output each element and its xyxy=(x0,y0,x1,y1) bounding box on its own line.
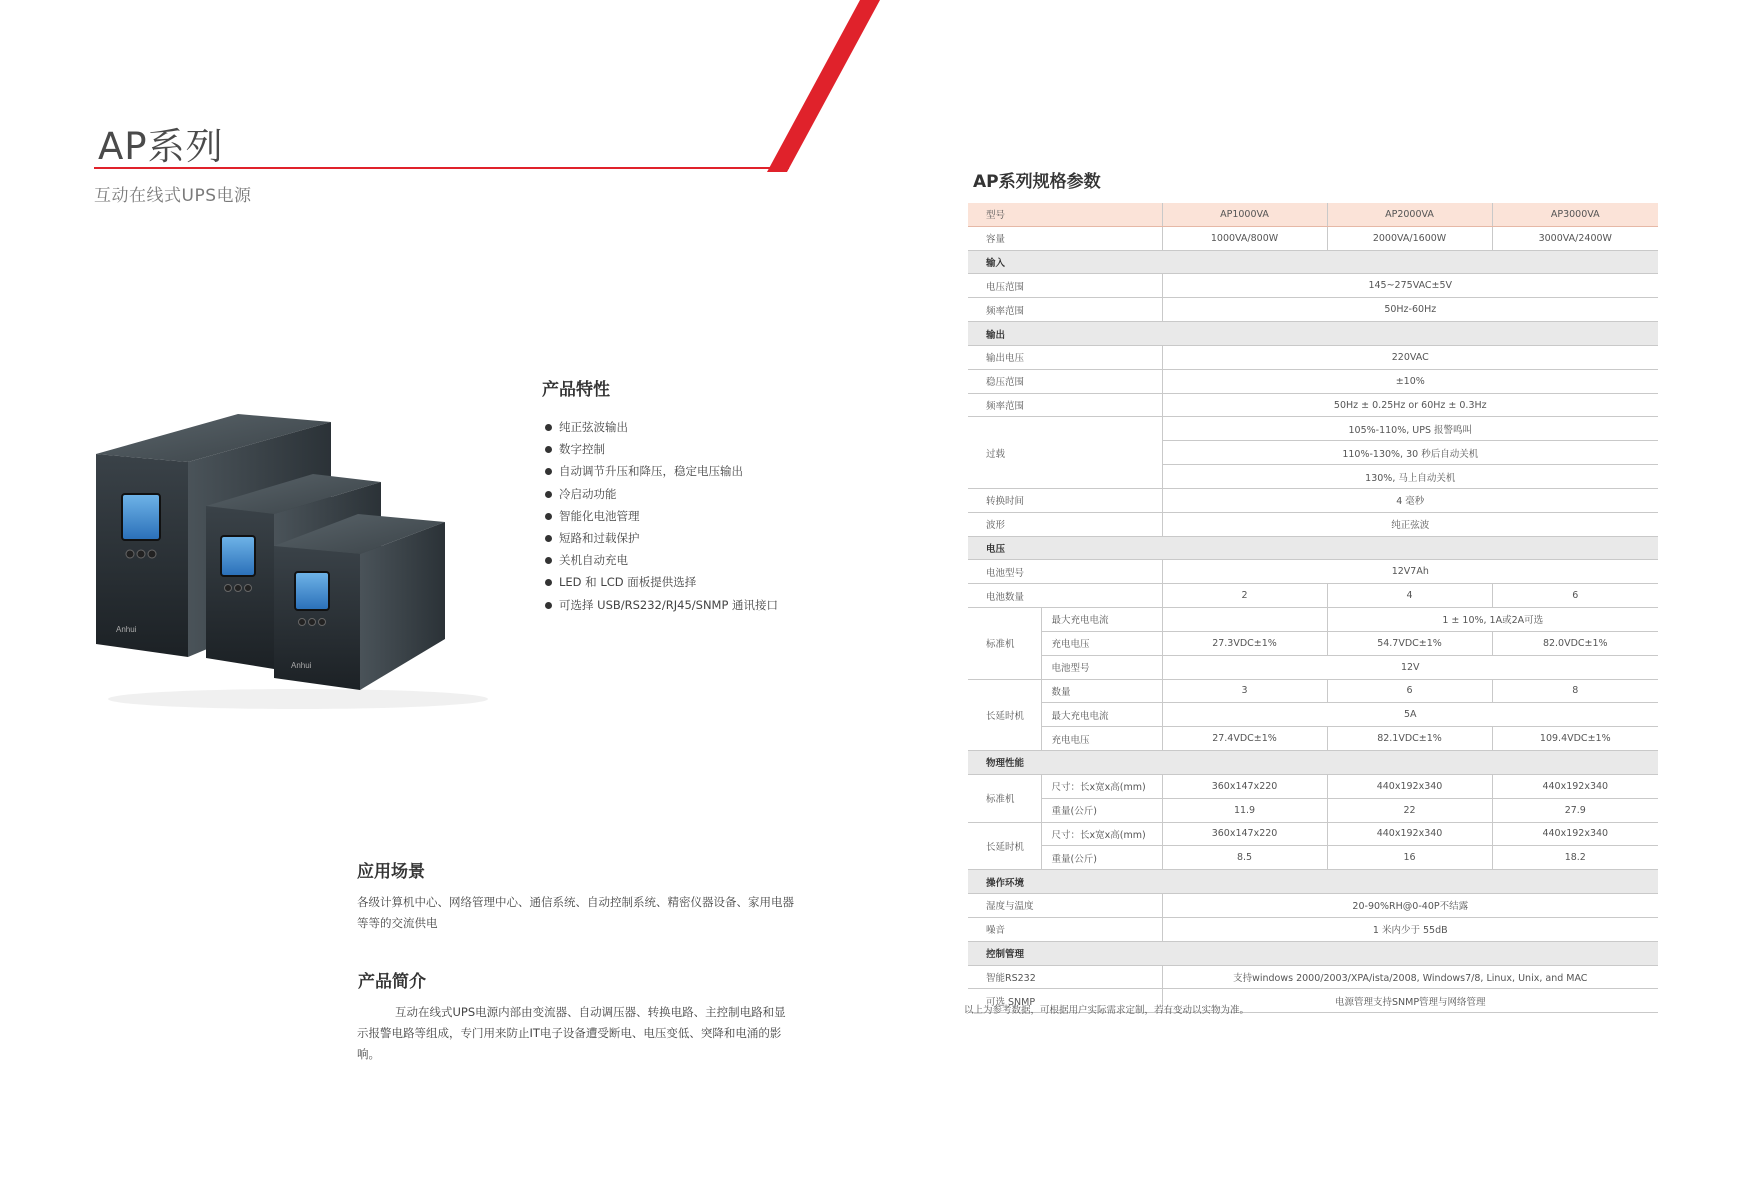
value-cell: 22 xyxy=(1327,798,1492,822)
section-row xyxy=(968,322,1658,346)
value-cell: 54.7VDC±1% xyxy=(1327,631,1492,655)
group-label: 长延时机 xyxy=(968,679,1041,750)
value-cell: 145~275VAC±5V xyxy=(1162,274,1658,298)
feature-item: 可选择 USB/RS232/RJ45/SNMP 通讯接口 xyxy=(545,594,778,616)
table-row xyxy=(968,822,1658,846)
value-cell: 220VAC xyxy=(1162,345,1658,369)
row-label: 电池数量 xyxy=(968,584,1162,608)
page-subtitle: 互动在线式UPS电源 xyxy=(94,186,252,206)
table-row xyxy=(968,679,1658,703)
value-cell: 1 米内少于 55dB xyxy=(1162,917,1658,941)
table-row xyxy=(968,417,1658,441)
row-label: 电池型号 xyxy=(1041,655,1162,679)
value-cell: 82.0VDC±1% xyxy=(1492,631,1658,655)
value-cell: 8 xyxy=(1492,679,1658,703)
value-cell: 3000VA/2400W xyxy=(1492,226,1658,250)
value-cell: 82.1VDC±1% xyxy=(1327,727,1492,751)
svg-text:Anhui: Anhui xyxy=(291,661,312,670)
row-label: 过载 xyxy=(968,417,1162,488)
table-row xyxy=(968,393,1658,417)
feature-item: 数字控制 xyxy=(545,438,778,460)
value-cell: 360x147x220 xyxy=(1162,822,1327,846)
feature-item: 纯正弦波输出 xyxy=(545,416,778,438)
table-row xyxy=(968,584,1658,608)
value-cell: 11.9 xyxy=(1162,798,1327,822)
table-row xyxy=(968,846,1658,870)
intro-heading: 产品简介 xyxy=(358,972,426,992)
table-row xyxy=(968,917,1658,941)
row-label: 最大充电电流 xyxy=(1041,703,1162,727)
section-row xyxy=(968,870,1658,894)
value-cell: 27.3VDC±1% xyxy=(1162,631,1327,655)
value-cell: 电源管理支持SNMP管理与网络管理 xyxy=(1162,989,1658,1013)
table-row xyxy=(968,298,1658,322)
row-label: 可选 SNMP xyxy=(968,989,1162,1013)
section-label: 电压 xyxy=(968,536,1658,560)
application-text: 各级计算机中心、网络管理中心、通信系统、自动控制系统、精密仪器设备、家用电器等等的交流供电 xyxy=(357,895,794,930)
model-cell: AP1000VA xyxy=(1162,203,1327,226)
value-cell: 50Hz ± 0.25Hz or 60Hz ± 0.3Hz xyxy=(1162,393,1658,417)
section-label: 控制管理 xyxy=(968,941,1658,965)
row-label: 最大充电电流 xyxy=(1041,608,1162,632)
value-cell: 6 xyxy=(1327,679,1492,703)
table-row xyxy=(968,774,1658,798)
value-cell: 20-90%RH@0-40P不结露 xyxy=(1162,894,1658,918)
spec-footnote: 以上为参考数据，可根据用户实际需求定制，若有变动以实物为准。 xyxy=(964,1005,1250,1016)
value-cell: 16 xyxy=(1327,846,1492,870)
value-cell: 27.9 xyxy=(1492,798,1658,822)
value-cell: 2000VA/1600W xyxy=(1327,226,1492,250)
feature-item: 冷启动功能 xyxy=(545,483,778,505)
spec-title: AP系列规格参数 xyxy=(973,172,1101,192)
table-row xyxy=(968,894,1658,918)
row-label: 电池型号 xyxy=(968,560,1162,584)
row-label: 数量 xyxy=(1041,679,1162,703)
model-cell: AP3000VA xyxy=(1492,203,1658,226)
section-label: 操作环境 xyxy=(968,870,1658,894)
intro-text: 互动在线式UPS电源内部由变流器、自动调压器、转换电路、主控制电路和显示报警电路等组成，专门用来防止IT电子设备遭受断电、电压变低、突降和电涌的影响。 xyxy=(357,1005,786,1061)
table-row xyxy=(968,345,1658,369)
value-cell: 440x192x340 xyxy=(1492,822,1658,846)
red-diagonal-accent xyxy=(760,0,880,172)
row-label: 容量 xyxy=(968,226,1162,250)
row-label: 噪音 xyxy=(968,917,1162,941)
value-cell: 3 xyxy=(1162,679,1327,703)
model-label: 型号 xyxy=(968,203,1162,226)
value-cell: 8.5 xyxy=(1162,846,1327,870)
value-cell: 12V7Ah xyxy=(1162,560,1658,584)
table-row xyxy=(968,488,1658,512)
table-row xyxy=(968,631,1658,655)
table-row xyxy=(968,965,1658,989)
value-cell: 109.4VDC±1% xyxy=(1492,727,1658,751)
row-label: 湿度与温度 xyxy=(968,894,1162,918)
row-label: 智能RS232 xyxy=(968,965,1162,989)
svg-text:Anhui: Anhui xyxy=(116,625,137,634)
ups-product-image xyxy=(88,414,508,714)
row-label: 输出电压 xyxy=(968,345,1162,369)
row-label: 重量(公斤) xyxy=(1041,798,1162,822)
section-label: 物理性能 xyxy=(968,751,1658,775)
table-row xyxy=(968,274,1658,298)
section-row xyxy=(968,536,1658,560)
table-row xyxy=(968,203,1658,226)
value-cell: 440x192x340 xyxy=(1327,774,1492,798)
value-cell: 105%-110%, UPS 报警鸣叫 xyxy=(1162,417,1658,441)
row-label: 频率范围 xyxy=(968,298,1162,322)
group-label: 标准机 xyxy=(968,608,1041,679)
table-row xyxy=(968,560,1658,584)
value-cell: 4 xyxy=(1327,584,1492,608)
application-heading: 应用场景 xyxy=(357,862,425,882)
value-cell: 440x192x340 xyxy=(1492,774,1658,798)
value-cell: 1000VA/800W xyxy=(1162,226,1327,250)
value-cell: 360x147x220 xyxy=(1162,774,1327,798)
features-heading: 产品特性 xyxy=(542,380,610,400)
table-row xyxy=(968,655,1658,679)
value-cell: 5A xyxy=(1162,703,1658,727)
section-row xyxy=(968,941,1658,965)
value-cell: 130%, 马上自动关机 xyxy=(1162,465,1658,489)
value-cell: 6 xyxy=(1492,584,1658,608)
row-label: 充电电压 xyxy=(1041,631,1162,655)
row-label: 尺寸：长x宽x高(mm) xyxy=(1041,822,1162,846)
row-label: 波形 xyxy=(968,512,1162,536)
row-label: 重量(公斤) xyxy=(1041,846,1162,870)
value-cell: 440x192x340 xyxy=(1327,822,1492,846)
group-label: 长延时机 xyxy=(968,822,1041,870)
row-label: 稳压范围 xyxy=(968,369,1162,393)
feature-item: 智能化电池管理 xyxy=(545,505,778,527)
value-cell: 2 xyxy=(1162,584,1327,608)
feature-item: 自动调节升压和降压，稳定电压输出 xyxy=(545,460,778,482)
value-cell: 1 ± 10%, 1A或2A可选 xyxy=(1327,608,1658,632)
feature-item: 关机自动充电 xyxy=(545,549,778,571)
table-row xyxy=(968,798,1658,822)
row-label: 频率范围 xyxy=(968,393,1162,417)
value-cell: 50Hz-60Hz xyxy=(1162,298,1658,322)
row-label: 充电电压 xyxy=(1041,727,1162,751)
section-label: 输入 xyxy=(968,250,1658,274)
value-cell xyxy=(1162,608,1327,632)
section-row xyxy=(968,250,1658,274)
value-cell: 4 毫秒 xyxy=(1162,488,1658,512)
page-title: AP系列 xyxy=(98,125,224,168)
table-row xyxy=(968,727,1658,751)
feature-item: LED 和 LCD 面板提供选择 xyxy=(545,571,778,593)
spec-table xyxy=(968,203,1658,1013)
ups-unit-small xyxy=(274,514,445,690)
value-cell: 27.4VDC±1% xyxy=(1162,727,1327,751)
row-label: 转换时间 xyxy=(968,488,1162,512)
model-cell: AP2000VA xyxy=(1327,203,1492,226)
section-label: 输出 xyxy=(968,322,1658,346)
value-cell: 纯正弦波 xyxy=(1162,512,1658,536)
value-cell: 支持windows 2000/2003/XPA/ista/2008, Windows7/8, Linux, Unix, and MAC xyxy=(1162,965,1658,989)
section-row xyxy=(968,751,1658,775)
value-cell: 12V xyxy=(1162,655,1658,679)
value-cell: ±10% xyxy=(1162,369,1658,393)
table-row xyxy=(968,512,1658,536)
row-label: 电压范围 xyxy=(968,274,1162,298)
row-label: 尺寸：长x宽x高(mm) xyxy=(1041,774,1162,798)
table-row xyxy=(968,703,1658,727)
value-cell: 110%-130%, 30 秒后自动关机 xyxy=(1162,441,1658,465)
feature-item: 短路和过载保护 xyxy=(545,527,778,549)
table-row xyxy=(968,226,1658,250)
table-row xyxy=(968,608,1658,632)
value-cell: 18.2 xyxy=(1492,846,1658,870)
group-label: 标准机 xyxy=(968,774,1041,822)
table-row xyxy=(968,369,1658,393)
features-list xyxy=(545,416,778,616)
